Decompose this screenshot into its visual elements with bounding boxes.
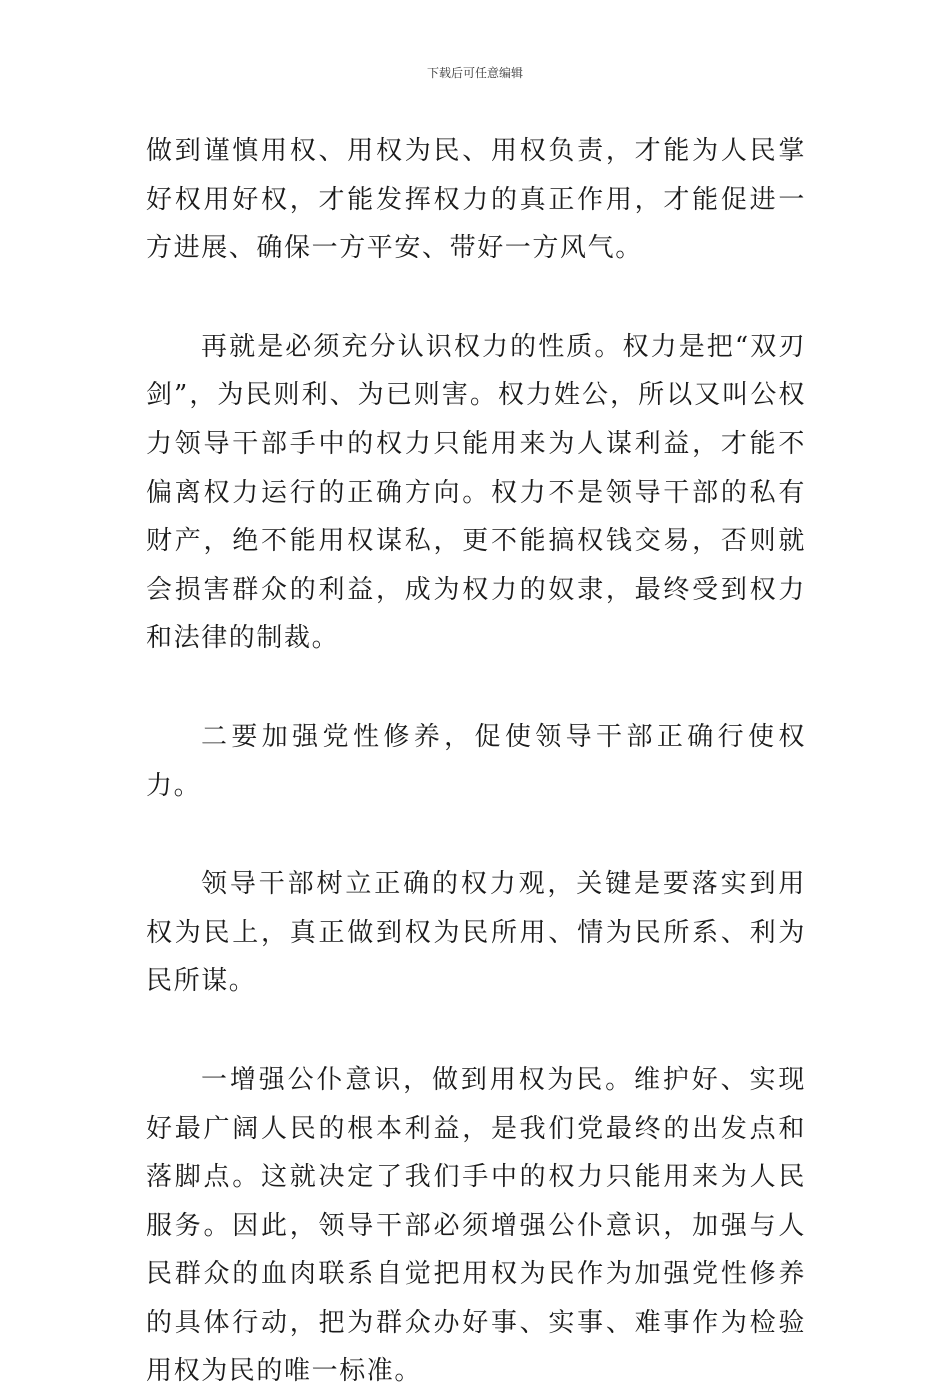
paragraph-gap [146, 663, 806, 713]
paragraph-gap [146, 1006, 806, 1056]
paragraph-gap [146, 810, 806, 860]
paragraph-3: 二要加强党性修养，促使领导干部正确行使权力。 [146, 721, 806, 801]
paragraph-gap [146, 273, 806, 323]
paragraph-5: 一增强公仆意识，做到用权为民。维护好、实现好最广阔人民的根本利益，是我们党最终的出发点和落脚点。这就决定了我们手中的权力只能用来为人民服务。因此，领导干部必须增强公仆意识，加强与人民群众的血肉联系自觉把用权为民作为加强党性修养的具体行动，把为群众办好事、实事、难事作为检验用权为民的唯一标准。 [146, 1064, 806, 1387]
paragraph-2: 再就是必须充分认识权力的性质。权力是把“双刃剑”，为民则利、为已则害。权力姓公，所以又叫公权力领导干部手中的权力只能用来为人谋利益，才能不偏离权力运行的正确方向。权力不是领导干部的私有财产，绝不能用权谋私，更不能搞权钱交易，否则就会损害群众的利益，成为权力的奴隶，最终受到权力和法律的制裁。 [146, 331, 806, 654]
document-body [146, 127, 806, 1396]
paragraph-4: 领导干部树立正确的权力观，关键是要落实到用权为民上，真正做到权为民所用、情为民所系、利为民所谋。 [146, 869, 806, 997]
paragraph-1: 做到谨慎用权、用权为民、用权负责，才能为人民掌好权用好权，才能发挥权力的真正作用，才能促进一方进展、确保一方平安、带好一方风气。 [146, 136, 806, 264]
page-header: 下载后可任意编辑 [426, 66, 523, 80]
